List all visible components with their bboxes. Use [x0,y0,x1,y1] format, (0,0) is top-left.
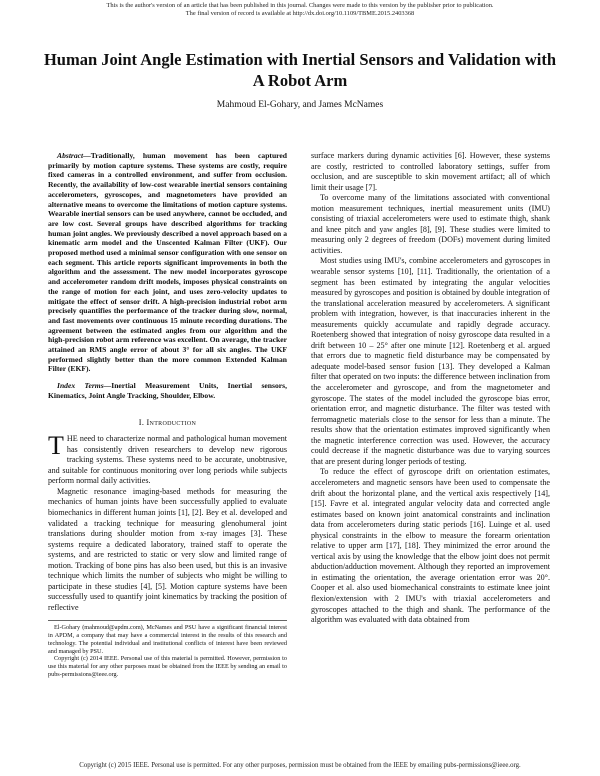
index-terms-label: Index Terms [57,381,104,391]
right-paragraph-1: surface markers during dynamic activities [6]. However, these systems are costly, restricted to controlled laboratory settings, suffer from occlusion, and are susceptible to skin movement artifact; all of which limit their usage [7]. [311,151,550,192]
right-column [311,151,550,626]
section-number: I. [138,417,145,427]
footnote-copyright: Copyright (c) 2014 IEEE. Personal use of this material is permitted. However, permission to use this material for any other purposes must be obtained from the IEEE by sending an email to pubs-permissions@ieee.org. [48,655,287,678]
drop-cap: T [48,431,64,461]
paper-authors: Mahmoud El-Gohary, and James McNames [216,100,384,110]
right-paragraph-4: To reduce the effect of gyroscope drift on orientation estimates, accelerometers and magnetic sensors have been used to compensate the drift about the horizontal plane, and the vertical axis respectively [14], [15]. Favre et al. integrated angular velocity data and corrected angle estimates based on known joint anatomical constraints and inclination data from accelerometers during static periods [16]. Luinge et al. used physical constraints in the elbow to measure the forearm orientation relative to upper arm [17], [18]. They minimized the error around the vertical axis by using the knowledge that the elbow joint does not permit abduction/adduction movement. Although they reported an improvement in estimating the orientation, the average orientation error was 20°. Cooper et al. also used biomechanical constraints to estimate knee joint flexion/extension with 2 IMU's with triaxial accelerometers and gyroscopes attached to the thigh and shank. The performance of the algorithm was evaluated with data obtained from [311,467,550,625]
abstract [48,151,287,374]
index-terms [48,381,287,400]
intro-paragraph-2: Magnetic resonance imaging-based methods for measuring the mechanics of human joints have been successfully applied to evaluate biomechanics in different human joints [1], [2]. Bey et al. developed and validated a tracking technique for measuring glenohumeral joint translations during shoulder motion from x-ray images [3]. These systems require a dedicated laboratory, trained staff to operate the systems, and are restricted to static or very slow and limited range of motion. Tracking of bone pins has also been used, but this is an invasive technique which limits the number of subjects who might be willing to participate in these studies [4], [5]. Motion capture systems have been successfully used to quantify joint kinematics by tracking the position of reflective [48,486,287,612]
section-heading [48,418,287,429]
intro-paragraph-1-text: HE need to characterize normal and pathological human movement has consistently driven researchers to develop new rigorous tracking systems. These systems need to be accurate, unobtrusive, and suitable for continuous monitoring over long periods while subjects perform normal daily activities. [48,434,287,486]
left-column [48,151,287,678]
intro-paragraph-1 [48,431,287,487]
copyright-footer: Copyright (c) 2015 IEEE. Personal use is permitted. For any other purposes, permission must be obtained from the IEEE by emailing pubs-permissions@ieee.org. [79,762,521,769]
abstract-text: —Traditionally, human movement has been captured primarily by motion capture systems. These systems are costly, require fixed cameras in a controlled environment, and suffer from occlusion. Recently, the availability of low-cost wearable inertial sensors containing accelerometers, gyroscopes, and magnetometers have provided an alternative means to overcome the limitations of motion capture systems. Wearable inertial sensors can be used anywhere, cannot be occluded, and are low cost. Several groups have described algorithms for tracking human joint angles. We previously described a novel approach based on a kinematic arm model and the Unscented Kalman Filter (UKF). Our proposed method used a minimal sensor configuration with one sensor on each segment. This article reports significant improvements in both the algorithm and the assessment. The new model incorporates gyroscope and accelerometer random drift models, imposes physical constraints on the range of motion for each joint, and uses zero-velocity updates to mitigate the effect of sensor drift. A high-precision industrial robot arm precisely quantifies the performance of the tracker during slow, normal, and fast movements over continuous 15 minute recording durations. The agreement between the estimated angles from our algorithm and the high-precision robot arm reference was excellent. On average, the tracker attained an RMS angle error of about 3° for all six angles. The UKF performed slightly better than the more common Extended Kalman Filter (EKF). [48,151,287,374]
notice-line-1: This is the author's version of an article that has been published in this journal. Changes were made to this version by the publisher prior to publication. [106,2,494,9]
right-paragraph-2: To overcome many of the limitations associated with conventional motion measurement techniques, inertial measurement units (IMU) consisting of triaxial accelerometers were used to estimate thigh, shank and knee pitch and yaw angles [8], [9]. These studies were limited to measuring only 2 degrees of freedom (DOFs) movement during limited activities. [311,193,550,255]
footnote-disclosure: El-Gohary (mahmoud@apdm.com), McNames and PSU have a significant financial interest in APDM, a company that may have a commercial interest in the results of this research and technology. The potential individual and institutional conflicts of interest have been reviewed and managed by PSU. [48,624,287,655]
footnote [48,620,287,678]
paper-title: Human Joint Angle Estimation with Inertial Sensors and Validation with A Robot Arm [43,50,557,90]
right-paragraph-3: Most studies using IMU's, combine accelerometers and gyroscopes in wearable sensor systems [10], [11]. Traditionally, the orientation of a segment has been estimated by integrating the angular velocities measured by gyroscopes and position is obtained by double integration of the translational acceleration measured by accelerometers. A significant problem with integration, however, is that inaccuracies inherent in the measurements quickly accumulate and rapidly degrade accuracy. Roetenberg showed that integration of noisy gyroscope data resulted in a drift between 10 – 25° after one minute [12]. Roetenberg et al. argued that errors due to magnetic field disturbance may be compensated by adequate model-based sensor fusion [13]. They developed a Kalman filter that operated on two inputs: the difference between inclination from the accelerometer and gyroscope, and from the magnetometer and gyroscope. The states of the model included the gyroscope bias error, orientation error, and magnetic disturbance. The filter was tested with ferromagnetic materials close to the sensor for less than a minute. The results show that the orientation estimates improved significantly when the magnetic interference correction was used. However, the accuracy could decrease if the magnetic disturbance was due to varying sources that are present during longer periods of testing. [311,256,550,466]
section-title: Introduction [146,417,197,427]
abstract-label: Abstract [57,151,84,160]
notice-line-2: The final version of record is available at http://dx.doi.org/10.1109/TBME.2015.2403368 [185,10,415,17]
index-terms-text: —Inertial Measurement Units, Inertial sensors, Kinematics, Joint Angle Tracking, Shoulder, Elbow. [48,381,287,400]
publication-notice [0,2,600,18]
